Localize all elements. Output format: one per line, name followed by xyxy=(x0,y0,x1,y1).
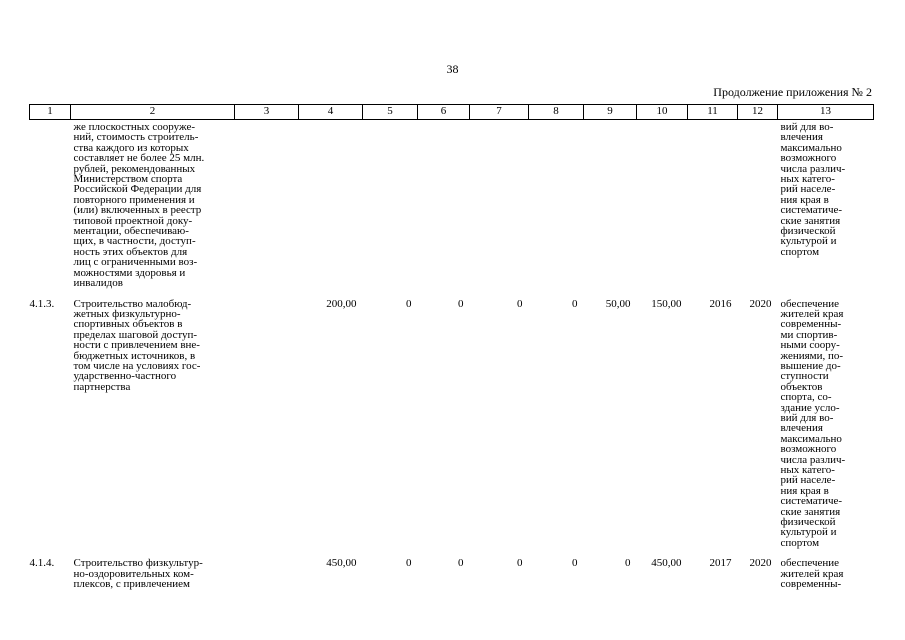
cell-col12: 2020 xyxy=(749,557,772,570)
cell-col9: 0 xyxy=(625,557,631,570)
cell-col6: 0 xyxy=(458,557,464,570)
cell-col9: 50,00 xyxy=(605,297,631,310)
cell-col5 xyxy=(363,120,418,289)
cell-col10: 450,00 xyxy=(651,557,682,570)
col-header-7: 7 xyxy=(470,105,529,120)
row-code: 4.1.3. xyxy=(29,297,55,310)
row-result: вий для во- влечения максимально возможного числа различ- ных катего- рий населе- ния края в систематиче- ские занятия физической культурой и спортом xyxy=(780,121,846,258)
cell-col3 xyxy=(235,289,299,549)
col-header-11: 11 xyxy=(688,105,738,120)
column-header-row xyxy=(30,105,874,120)
col-header-3: 3 xyxy=(235,105,299,120)
col-header-4: 4 xyxy=(299,105,363,120)
row-result: обеспечение жителей края современны- xyxy=(780,557,844,591)
col-header-6: 6 xyxy=(418,105,470,120)
cell-col10 xyxy=(637,120,688,289)
cell-col4: 200,00 xyxy=(326,297,357,310)
cell-col11: 2016 xyxy=(709,297,732,310)
table-row xyxy=(30,289,874,549)
col-header-13: 13 xyxy=(778,105,874,120)
table-row xyxy=(30,120,874,289)
cell-col7: 0 xyxy=(517,557,523,570)
col-header-5: 5 xyxy=(363,105,418,120)
cell-col9 xyxy=(584,120,637,289)
cell-col12 xyxy=(738,120,778,289)
cell-col11 xyxy=(688,120,738,289)
continuation-label: Продолжение приложения № 2 xyxy=(713,85,872,99)
cell-col7: 0 xyxy=(517,297,523,310)
col-header-2: 2 xyxy=(71,105,235,120)
col-header-10: 10 xyxy=(637,105,688,120)
cell-col11: 2017 xyxy=(709,557,732,570)
col-header-1: 1 xyxy=(30,105,71,120)
cell-col3 xyxy=(235,120,299,289)
row-description: же плоскостных сооруже- ний, стоимость строитель- ства каждого из которых составляет не более 25 млн. рублей, рекомендованных Министерством спорта Российской Федерации для повторного применения и (или) включенных в реестр типовой проектной доку- ментации, обеспечиваю- щих, в частности, доступ- ность этих объектов для лиц с ограниченными воз- можностями здоровья и инвалидов xyxy=(73,121,205,290)
row-description: Строительство физкультур- но-оздоровительных ком- плексов, с привлечением xyxy=(73,557,203,591)
table-row xyxy=(30,548,874,589)
row-code: 4.1.4. xyxy=(29,557,55,570)
cell-col5: 0 xyxy=(406,297,412,310)
cell-col10: 150,00 xyxy=(651,297,682,310)
program-table xyxy=(29,104,874,589)
col-header-9: 9 xyxy=(584,105,637,120)
cell-col4: 450,00 xyxy=(326,557,357,570)
cell-col8: 0 xyxy=(572,297,578,310)
col-header-8: 8 xyxy=(529,105,584,120)
cell-col5: 0 xyxy=(406,557,412,570)
cell-col4 xyxy=(299,120,363,289)
cell-col7 xyxy=(470,120,529,289)
cell-col8 xyxy=(529,120,584,289)
cell-col8: 0 xyxy=(572,557,578,570)
col-header-12: 12 xyxy=(738,105,778,120)
row-description: Строительство малобюд- жетных физкультурно- спортивных объектов в пределах шаговой доступ- ности с привлечением вне- бюджетных источников, в том числе на условиях гос- ударственно-частного партнерства xyxy=(73,297,201,393)
cell-col3 xyxy=(235,548,299,589)
page-number: 38 xyxy=(446,62,459,76)
cell-col6 xyxy=(418,120,470,289)
row-code xyxy=(30,120,71,289)
cell-col12: 2020 xyxy=(749,297,772,310)
row-result: обеспечение жителей края современны- ми спортив- ными соору- жениями, по- вышение до- ступности объектов спорта, со- здание усло- вий для во- влечения максимально возможного числа различ- ных катего- рий населе- ния края в систематиче- ские занятия физической культурой и спортом xyxy=(780,297,846,549)
cell-col6: 0 xyxy=(458,297,464,310)
